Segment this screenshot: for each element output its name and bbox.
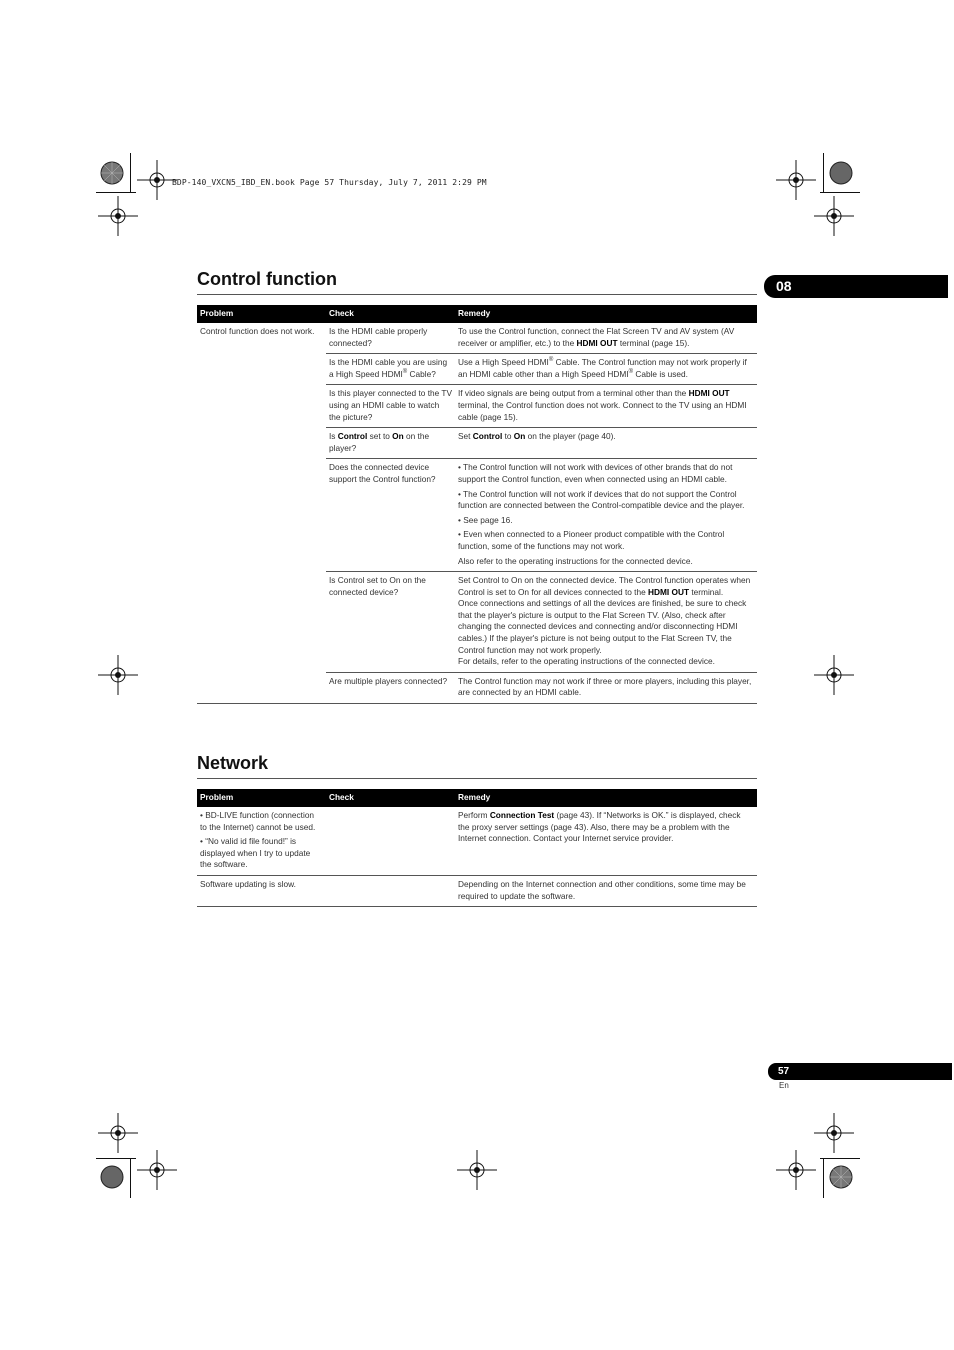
column-header-remedy: Remedy: [455, 305, 757, 323]
color-rosette-icon: [829, 1165, 853, 1189]
color-rosette-icon: [829, 161, 853, 185]
remedy-bullet: • The Control function will not work with devices of other brands that do not support the Control function, even when connected using an HDMI cable.: [458, 462, 733, 484]
remedy-cell: To use the Control function, connect the Flat Screen TV and AV system (AV receiver or amplifier, etc.) to the HDMI OUT terminal (page 15).: [455, 323, 757, 354]
column-header-check: Check: [326, 305, 455, 323]
book-file-info: BDP-140_VXCN5_IBD_EN.book Page 57 Thursday, July 7, 2011 2:29 PM: [172, 178, 487, 187]
column-header-problem: Problem: [197, 305, 326, 323]
remedy-cell: [455, 459, 757, 572]
table-row: [197, 875, 757, 906]
remedy-cell: If video signals are being output from a terminal other than the HDMI OUT terminal, the Control function does not work. Connect to the TV using an HDMI cable (page 15).: [455, 385, 757, 428]
color-rosette-icon: [100, 1165, 124, 1189]
table-header-row: [197, 789, 757, 807]
table-row: [197, 323, 757, 354]
registration-mark-icon: [776, 1150, 816, 1190]
check-cell: Is Control set to On on the player?: [326, 428, 455, 459]
problem-bullet: • BD-LIVE function (connection to the Internet) cannot be used.: [200, 810, 316, 832]
remedy-cell: Depending on the Internet connection and other conditions, some time may be required to update the software.: [455, 875, 757, 906]
remedy-note: Also refer to the operating instructions for the connected device.: [458, 555, 693, 566]
registration-mark-icon: [814, 655, 854, 695]
chapter-tab: 08: [764, 275, 948, 298]
check-cell: Are multiple players connected?: [326, 672, 455, 703]
problem-cell: [197, 323, 326, 704]
remedy-cell: Perform Connection Test (page 43). If “Networks is OK.” is displayed, check the proxy server settings (page 43). Also, there may be a problem with the Internet connection. Contact your Internet service provider.: [455, 807, 757, 875]
registration-mark-icon: [98, 655, 138, 695]
check-cell: [326, 807, 455, 875]
registration-mark-icon: [814, 196, 854, 236]
registration-mark-icon: [98, 196, 138, 236]
check-cell: Is the HDMI cable properly connected?: [326, 323, 455, 354]
section-divider: [197, 294, 757, 295]
registration-mark-icon: [776, 160, 816, 200]
problem-cell: Software updating is slow.: [197, 875, 326, 906]
language-code: En: [779, 1081, 789, 1090]
control-function-table: [197, 305, 757, 704]
remedy-cell: Set Control to On on the player (page 40).: [455, 428, 757, 459]
table-row: [197, 807, 757, 875]
registration-mark-icon: [457, 1150, 497, 1190]
page-number-tab: 57: [768, 1063, 952, 1080]
check-cell: [326, 875, 455, 906]
color-rosette-icon: [100, 161, 124, 185]
section-title-network: Network: [197, 753, 269, 773]
remedy-bullet: • Even when connected to a Pioneer product compatible with the Control function, some of the functions may not work.: [458, 529, 725, 551]
table-header-row: [197, 305, 757, 323]
column-header-problem: Problem: [197, 789, 326, 807]
registration-mark-icon: [98, 1113, 138, 1153]
column-header-check: Check: [326, 789, 455, 807]
remedy-cell: The Control function may not work if three or more players, including this player, are connected by an HDMI cable.: [455, 672, 757, 703]
problem-cell: [197, 807, 326, 875]
remedy-bullet: • The Control function will not work if devices that do not support the Control function are connected between the Control-compatible device and the player.: [458, 488, 745, 511]
registration-mark-icon: [137, 160, 177, 200]
section-divider: [197, 778, 757, 779]
problem-bullet: • “No valid id file found!” is displayed when I try to update the software.: [200, 836, 311, 870]
section-title-control-function: Control function: [197, 269, 337, 289]
remedy-cell: Set Control to On on the connected device. The Control function operates when Control is set to On for all devices connected to the HDMI OUT terminal. Once connections and settings of all the devices are finished, be sure to check that the player's picture is output to the Flat Screen TV. (Also, check after changing the connected devices and connecting and/or disconnecting HDMI cables.) If the player's picture is not being output to the Flat Screen TV, the Control function may not work properly. For details, refer to the operating instructions of the connected device.: [455, 572, 757, 673]
remedy-cell: Use a High Speed HDMI® Cable. The Control function may not work properly if an HDMI cable other than a High Speed HDMI® Cable is used.: [455, 354, 757, 385]
column-header-remedy: Remedy: [455, 789, 757, 807]
network-table: [197, 789, 757, 907]
check-cell: Is the HDMI cable you are using a High Speed HDMI® Cable?: [326, 354, 455, 385]
check-cell: Does the connected device support the Control function?: [326, 459, 455, 572]
registration-mark-icon: [137, 1150, 177, 1190]
check-cell: Is this player connected to the TV using an HDMI cable to watch the picture?: [326, 385, 455, 428]
registration-mark-icon: [814, 1113, 854, 1153]
check-cell: Is Control set to On on the connected device?: [326, 572, 455, 673]
problem-text: Control function does not work.: [200, 326, 315, 336]
remedy-bullet: • See page 16.: [458, 514, 513, 525]
